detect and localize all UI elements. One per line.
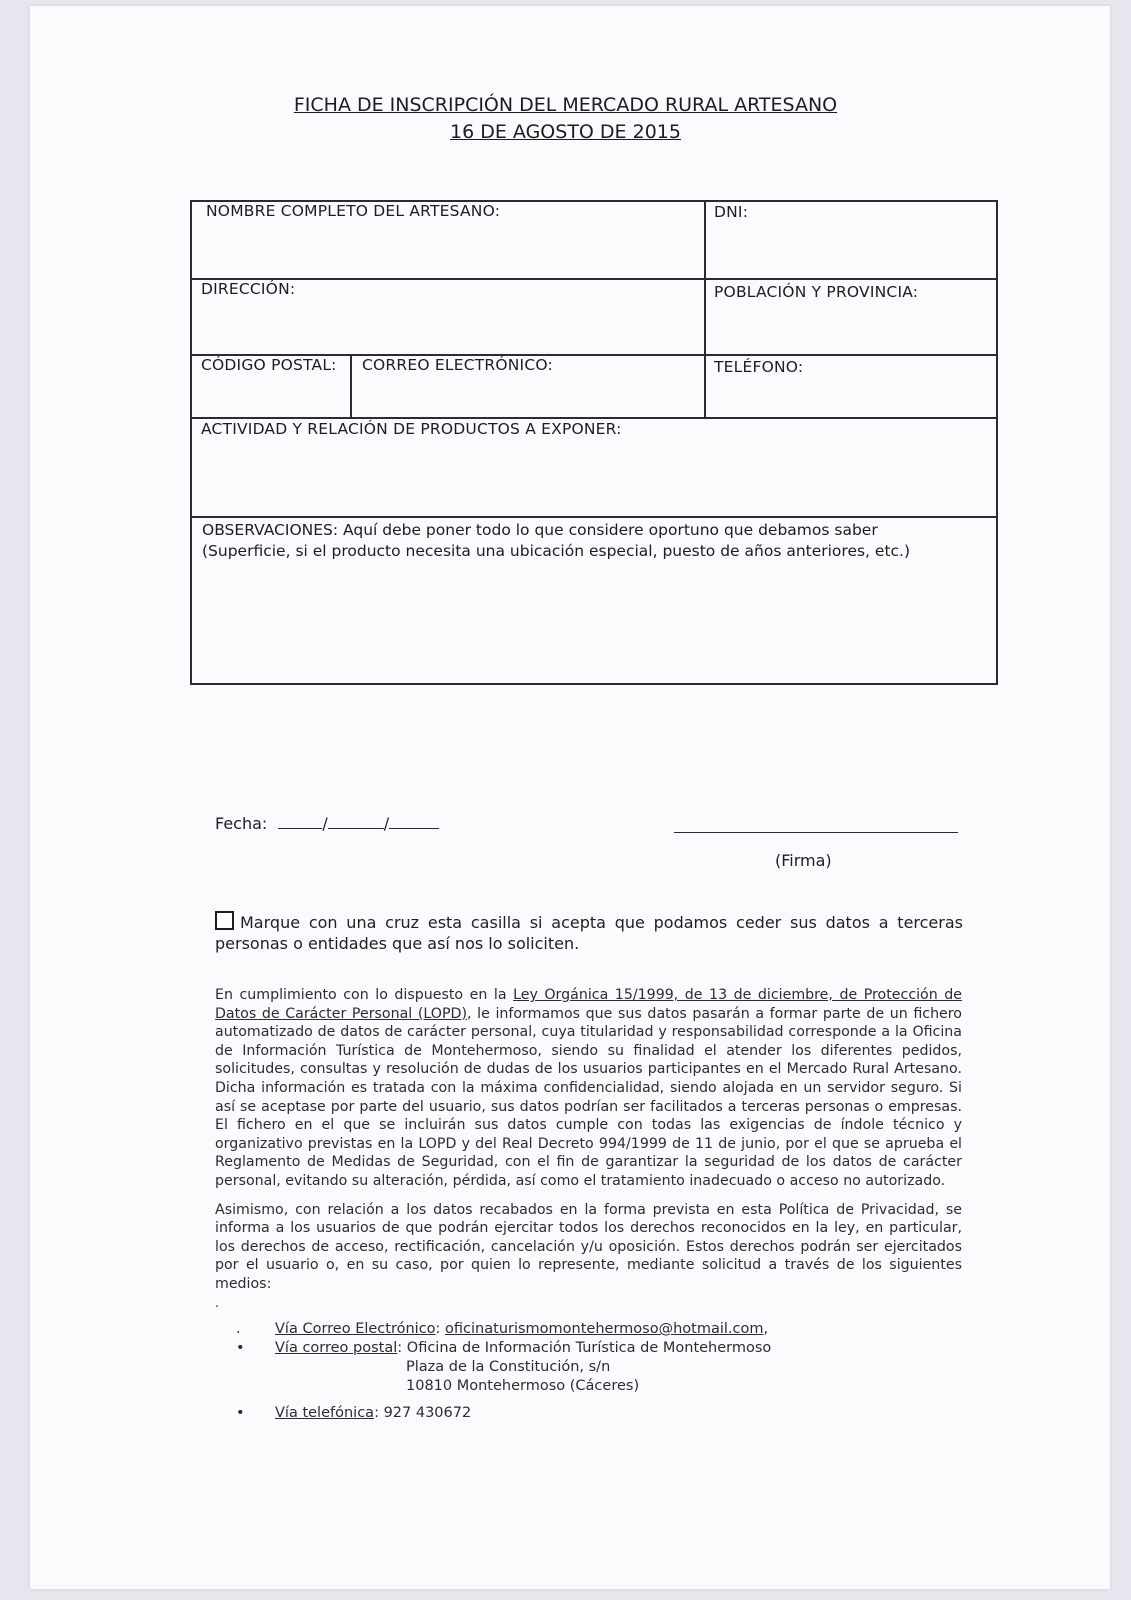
- bullet: •: [236, 1405, 245, 1421]
- codigo-postal-field[interactable]: CÓDIGO POSTAL:: [201, 356, 337, 374]
- colon: :: [374, 1405, 379, 1421]
- correo-field[interactable]: CORREO ELECTRÓNICO:: [362, 356, 553, 374]
- consent-checkbox[interactable]: [215, 911, 234, 930]
- email-address-link[interactable]: oficinaturismomontehermoso@hotmail.com: [445, 1321, 764, 1337]
- colon: :: [397, 1340, 403, 1356]
- privacy-text: , le informamos que sus datos pasarán a formar parte de un fichero automatizado de datos de carácter personal, cuya titularidad y responsabilidad corresponde a la Oficina de Información Turística de Montehermoso, siendo su finalidad el atender los diferentes pedidos, solicitudes, consultas y resolución de dudas de los usuarios participantes en el Mercado Rural Artesano. Dicha información es tratada con la máxima confidencialidad, siendo alojada en un servidor seguro. Si así se aceptase por parte del usuario, sus datos podrían ser facilitados a terceras personas o empresas. El fichero en el que se incluirán sus datos cumple con todas las exigencias de índole técnico y organizativo previstas en la LOPD y del Real Decreto 994/1999 de 11 de junio, por el que se aprueba el Reglamento de Medidas de Seguridad, con el fin de garantizar la seguridad de los datos de carácter personal, evitando su alteración, pérdida, así como el tratamiento inadecuado o acceso no autorizado.: [215, 1005, 962, 1189]
- telefono-field[interactable]: TELÉFONO:: [714, 358, 804, 376]
- list-item: [236, 1320, 771, 1339]
- fecha-label: Fecha:: [215, 814, 268, 833]
- column-divider: [704, 202, 706, 419]
- bullet: •: [236, 1340, 245, 1356]
- poblacion-field[interactable]: POBLACIÓN Y PROVINCIA:: [714, 283, 919, 301]
- observaciones-label: OBSERVACIONES: Aquí debe poner todo lo que considere oportuno que debamos saber: [202, 521, 878, 539]
- observaciones-field[interactable]: [202, 520, 910, 562]
- fecha-row: [215, 814, 439, 833]
- dni-field[interactable]: DNI:: [714, 203, 749, 221]
- list-item: [236, 1339, 771, 1358]
- consent-row: [215, 911, 963, 954]
- privacy-text: En cumplimiento con lo dispuesto en la: [215, 987, 514, 1003]
- fecha-day-blank[interactable]: [278, 828, 322, 829]
- privacy-paragraph-2: Asimismo, con relación a los datos recabados en la forma prevista en esta Política de Privacidad, se informa a los usuarios de que podrán ejercitar todos los derechos reconocidos en la ley, en particular, los derechos de acceso, rectificación, cancelación y/u oposición. Estos derechos podrán ser ejercitados por el usuario o, en su caso, por quien lo represente, mediante solicitud a través de los siguientes medios:: [215, 1201, 962, 1292]
- colon: :: [435, 1321, 441, 1337]
- firma-label: (Firma): [775, 851, 832, 870]
- comma: ,: [763, 1321, 769, 1337]
- date-separator: /: [322, 814, 328, 833]
- event-date-title: 16 DE AGOSTO DE 2015: [450, 121, 681, 143]
- direccion-field[interactable]: DIRECCIÓN:: [201, 280, 296, 298]
- contact-list: [236, 1320, 771, 1423]
- list-item: [236, 1404, 771, 1423]
- actividad-field[interactable]: ACTIVIDAD Y RELACIÓN DE PRODUCTOS A EXPONER:: [201, 420, 622, 438]
- postal-address-line: Plaza de la Constitución, s/n: [406, 1359, 611, 1375]
- privacy-paragraph-1: [215, 986, 962, 1191]
- column-divider: [350, 354, 352, 419]
- privacy-notice: [215, 986, 962, 1304]
- row-divider: [192, 278, 996, 280]
- signature-line[interactable]: [674, 832, 958, 833]
- row-divider: [192, 417, 996, 419]
- lopd-law-reference: Ley Orgánica 15/1999, de 13 de diciembre, de Protección de Datos de Carácter Personal (LOPD): [215, 987, 962, 1022]
- row-divider: [192, 516, 996, 518]
- nombre-field[interactable]: NOMBRE COMPLETO DEL ARTESANO:: [206, 202, 501, 220]
- registration-form-table: [190, 200, 998, 685]
- stray-dot: .: [215, 1296, 219, 1310]
- email-contact-label: Vía Correo Electrónico: [275, 1321, 436, 1337]
- postal-address-line: 10810 Montehermoso (Cáceres): [406, 1378, 640, 1394]
- bullet: .: [236, 1321, 241, 1337]
- consent-text: Marque con una cruz esta casilla si acepta que podamos ceder sus datos a terceras personas o entidades que así nos lo soliciten.: [215, 913, 963, 953]
- phone-number[interactable]: 927 430672: [383, 1405, 472, 1421]
- postal-address-line: Oficina de Información Turística de Montehermoso: [406, 1340, 772, 1356]
- fecha-month-blank[interactable]: [328, 828, 384, 829]
- date-separator: /: [383, 814, 390, 833]
- fecha-year-blank[interactable]: [389, 828, 439, 829]
- form-title: FICHA DE INSCRIPCIÓN DEL MERCADO RURAL ARTESANO: [293, 94, 838, 116]
- phone-contact-label: Vía telefónica: [275, 1405, 375, 1421]
- observaciones-hint: (Superficie, si el producto necesita una ubicación especial, puesto de años anteriores, etc.): [202, 542, 911, 560]
- postal-contact-label: Vía correo postal: [275, 1340, 398, 1356]
